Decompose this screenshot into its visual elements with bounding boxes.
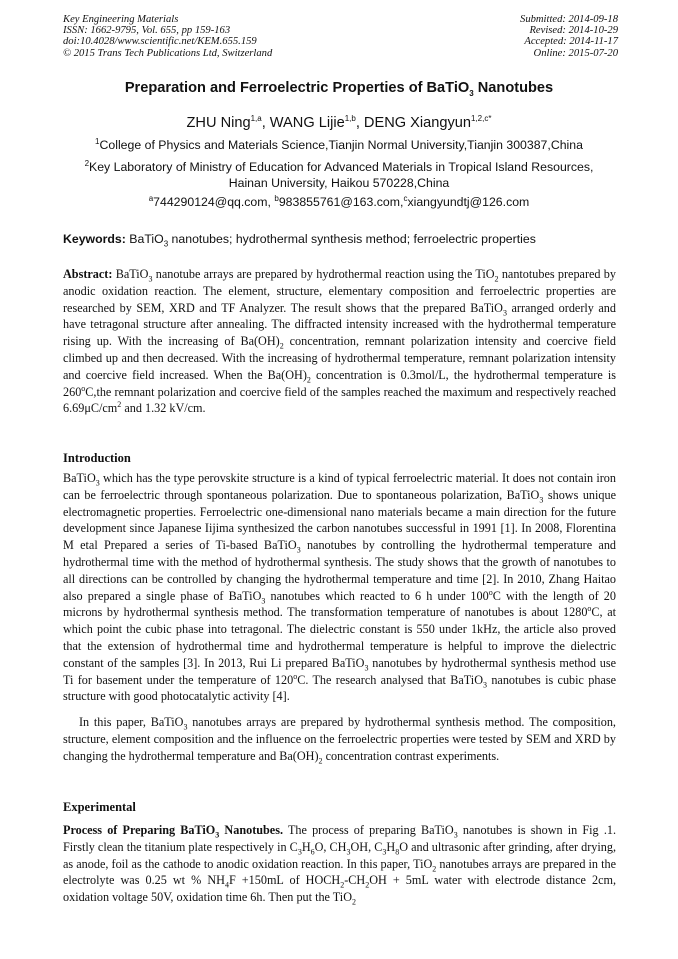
affiliation-1: $^1$College of Physics and Materials Science,Tianjin Normal University,Tianjin 300387,China	[95, 136, 583, 152]
paper-title: Preparation and Ferroelectric Properties of BaTiO$_3$ Nanotubes	[124, 80, 554, 98]
introduction-paragraph-2: In this paper, BaTiO$_3$ nanotubes arrays are prepared by hydrothermal synthesis method. The composition, structure, element composition and the influence on the ferroelectric properties were tested by SEM and XRD by changing the hydrothermal temperature and $Ba(OH)_2$ concentration contrast experiments.	[63, 715, 616, 766]
date-accepted: Accepted: 2014-11-17	[524, 36, 618, 48]
experimental-paragraph: Process of Preparing BaTiO$_3$ Nanotubes. The process of preparing BaTiO$_3$ nanotubes is shown in Fig .1. Firstly clean the titanium plate respectively in $C_3H_6O$, $CH_3OH$, $C_3H_8O$ and ultrasonic after grinding, after drying, as anode, foil as the cathode to anodic oxidation reaction. In this paper, TiO$_2$ nanotubes arrays are prepared in the electrolyte was 0.25 wt % $NH_4F +150mL$ of $HOCH_2-CH_2OH + 5mL$ water with electrode distance 2cm, oxidation voltage 50V, oxidation time 6h. Then put the TiO$_2$	[63, 823, 617, 907]
date-online: Online: 2015-07-20	[533, 47, 618, 59]
author-emails: $^a$744290124@qq.com, $^b$983855761@163.com,$^c$xiangyundtj@126.com	[148, 193, 530, 209]
journal-name: Key Engineering Materials	[63, 14, 179, 25]
date-submitted: Submitted: 2014-09-18	[520, 14, 618, 25]
affiliation-2: $^2$Key Laboratory of Ministry of Education for Advanced Materials in Tropical Island Resources, Hainan University, Haikou 570228,China	[84, 158, 594, 190]
abstract-label: Abstract:	[63, 267, 113, 281]
introduction-paragraph-1: BaTiO$_3$ which has the type perovskite structure is a kind of typical ferroelectric material. It does not contain iron can be ferroelectric through spontaneous polarization. Due to spontaneous polarization, BaTiO$_3$ shows unique electromagnetic properties. Ferroelectric one-dimensional nano materials became a main direction for the future development since Japanese Iijima synthesized the carbon nanotubes successful in 1991 [1]. In 2008, Florentina M etal Prepared a series of Ti-based BaTiO$_3$ nanotubes by controlling the hydrothermal temperature and hydrothermal time with the method of hydrothermal synthesis. The study shows that the growth of nanotubes to all directions can be controlled by changing the hydrothermal temperature and time [2]. In 2010, Zhang Haitao also prepared a single phase of BaTiO$_3$ nanotubes which reacted to 6 h under 100$^o$C with the length of 20 microns by hydrothermal synthesis method. The transformation temperature of nanotubes is about 1280$^o$C, at which point the cubic phase into tetragonal. The dielectric constant is 550 under 1kHz, the article also proved that the extension of hydrothermal time and hydrothermal temperature is helpful to improve the dielectric constant of the samples [3]. In 2013, Rui Li prepared BaTiO$_3$ nanotubes by hydrothermal synthesis method use Ti for basement under the temperature of 120$^o$C. The research analysed that BaTiO$_3$ nanotubes is cubic phase structure with good photocatalytic activity [4].	[63, 471, 617, 704]
journal-info	[63, 14, 272, 59]
date-revised: Revised: 2014-10-29	[529, 25, 618, 37]
introduction-heading: Introduction	[63, 451, 131, 465]
abstract: Abstract: BaTiO$_3$ nanotube arrays are prepared by hydrothermal reaction using the TiO$_2$ nantotubes prepared by anodic oxidation reaction. The element, structure, elementary composition and ferroelectric properties are researched by SEM, XRD and TF Analyzer. The result shows that the prepared BaTiO$_3$ arranged orderly and have tetragonal structure after annealing. The diffracted intensity increased with the hydrothermal temperature rising up. With the increasing of $Ba(OH)_2$ concentration, remnant polarization intensity and coercive field climbed up and then decreased. With the increasing of hydrothermal temperature, remnant polarization intensity and coercive field increased. When the $Ba(OH)_2$ concentration is 0.3mol/L, the hydrothermal temperature is 260$^o$C,the remnant polarization and coercive field of the samples reached the maximum and respectively reached $6.69\mu C/cm^2$ and 1.32 kV/cm.	[63, 267, 616, 416]
author-list: ZHU Ning$^{1,a}$, WANG Lijie$^{1,b}$, DENG Xiangyun$^{1,2,c*}$	[186, 114, 492, 131]
journal-issn: ISSN: 1662-9795, Vol. 655, pp 159-163	[63, 25, 231, 37]
experimental-heading: Experimental	[63, 800, 136, 814]
journal-doi: doi:10.4028/www.scientific.net/KEM.655.159	[63, 36, 257, 48]
journal-copyright: © 2015 Trans Tech Publications Ltd, Switzerland	[63, 47, 273, 59]
keywords-label: Keywords:	[63, 232, 126, 246]
submission-dates	[520, 14, 618, 59]
subsection-title: Process of Preparing BaTiO$_3$ Nanotubes.	[63, 823, 284, 840]
keywords-line: Keywords: BaTiO$_3$ nanotubes; hydrothermal synthesis method; ferroelectric properties	[63, 232, 536, 249]
